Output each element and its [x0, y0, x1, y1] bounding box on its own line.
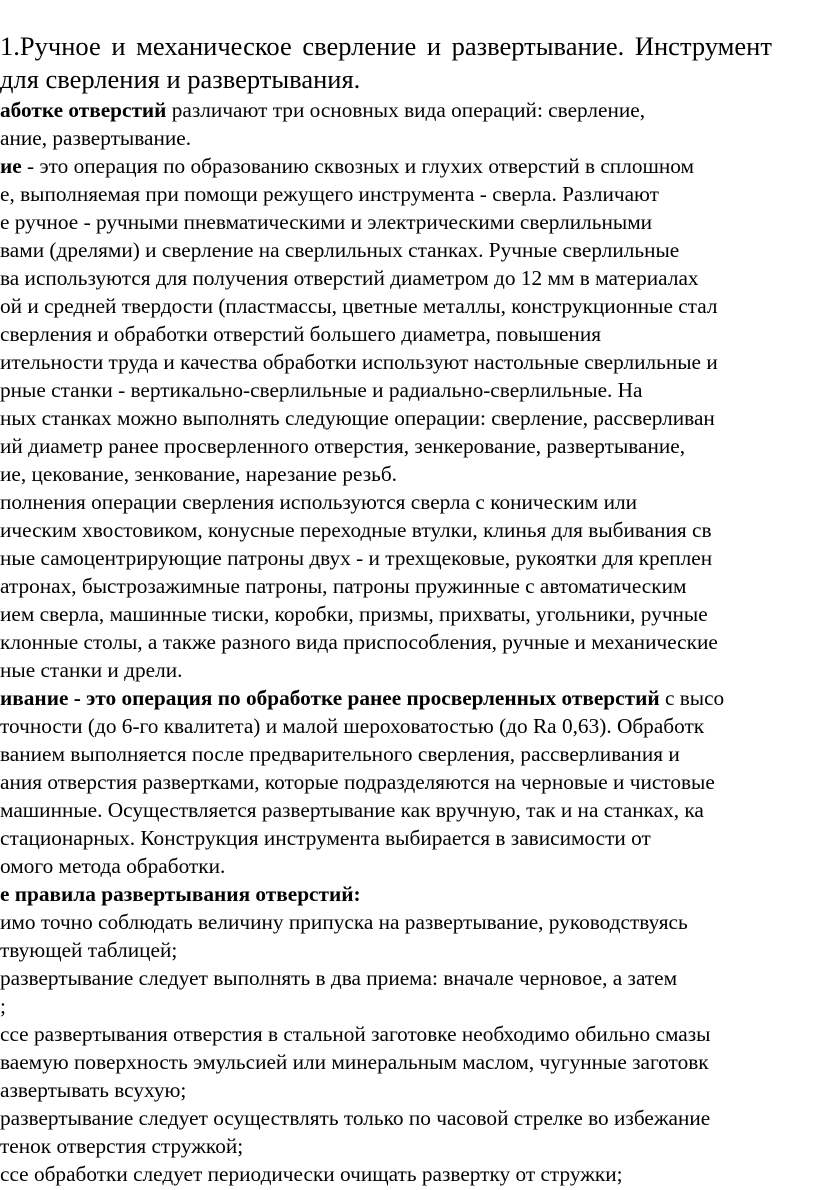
document-title-line-1: 1.Ручное и механическое сверление и развертывание. Инструмент: [0, 31, 772, 61]
drilling-line: вами (дрелями) и сверление на сверлильных станках. Ручные сверлильные: [0, 238, 680, 262]
tools-line: ическим хвостовиком, конусные переходные втулки, клинья для выбивания св: [0, 518, 712, 542]
intro-bold-term: аботке отверстий: [0, 98, 167, 122]
drilling-line: ных станках можно выполнять следующие операции: сверление, рассверливан: [0, 406, 715, 430]
reaming-line: ания отверстия развертками, которые подразделяются на черновые и чистовые: [0, 770, 715, 794]
drilling-line: ий диаметр ранее просверленного отверстия, зенкерование, развертывание,: [0, 434, 686, 458]
reaming-line: омого метода обработки.: [0, 854, 226, 878]
reaming-line-1: [0, 684, 724, 712]
rules-heading: [0, 880, 361, 908]
tools-line: полнения операции сверления используются сверла с коническим или: [0, 490, 638, 514]
tools-line: ные самоцентрирующие патроны двух - и трехщековые, рукоятки для креплен: [0, 546, 713, 570]
rules-line: ;: [0, 994, 6, 1018]
drilling-line: ие, цекование, зенкование, нарезание резьб.: [0, 462, 397, 486]
reaming-line: ванием выполняется после предварительного сверления, рассверливания и: [0, 742, 680, 766]
rules-line: развертывание следует осуществлять только по часовой стрелке во избежание: [0, 1106, 711, 1130]
drilling-bold-term: ие: [0, 154, 22, 178]
drilling-line: рные станки - вертикально-сверлильные и радиально-сверлильные. На: [0, 378, 643, 402]
tools-line: атронах, быстрозажимные патроны, патроны пружинные с автоматическим: [0, 574, 687, 598]
rules-heading-text: е правила развертывания отверстий:: [0, 882, 361, 906]
rules-line: развертывание следует выполнять в два приема: вначале черновое, а затем: [0, 966, 678, 990]
intro-line-2: ание, развертывание.: [0, 126, 192, 150]
rules-line: ваемую поверхность эмульсией или минеральным маслом, чугунные заготовк: [0, 1050, 709, 1074]
reaming-line: точности (до 6-го квалитета) и малой шероховатостью (до Ra 0,63). Обработк: [0, 714, 705, 738]
tools-line: клонные столы, а также разного вида приспособления, ручные и механические: [0, 630, 718, 654]
document-title-line-2: для сверления и развертывания.: [0, 64, 361, 94]
drilling-line: ительности труда и качества обработки используют настольные сверлильные и: [0, 350, 718, 374]
reaming-line: стационарных. Конструкция инструмента выбирается в зависимости от: [0, 826, 651, 850]
drilling-line: е ручное - ручными пневматическими и электрическими сверлильными: [0, 210, 653, 234]
tools-line: ные станки и дрели.: [0, 658, 183, 682]
drilling-line: е, выполняемая при помощи режущего инструмента - сверла. Различают: [0, 182, 659, 206]
rules-line: твующей таблицей;: [0, 938, 178, 962]
drilling-line: ой и средней твердости (пластмассы, цветные металлы, конструкционные стал: [0, 294, 718, 318]
reaming-text: с высо: [659, 686, 725, 710]
reaming-bold-definition: ивание - это операция по обработке ранее просверленных отверстий: [0, 686, 660, 710]
reaming-line: машинные. Осуществляется развертывание как вручную, так и на станках, ка: [0, 798, 704, 822]
tools-line: ием сверла, машинные тиски, коробки, призмы, прихваты, угольники, ручные: [0, 602, 708, 626]
rules-line: тенок отверстия стружкой;: [0, 1134, 244, 1158]
intro-text: различают три основных вида операций: сверление,: [166, 98, 646, 122]
drilling-line: сверления и обработки отверстий большего диаметра, повышения: [0, 322, 602, 346]
drilling-text: - это операция по образованию сквозных и глухих отверстий в сплошном: [21, 154, 694, 178]
rules-line: ссе обработки следует периодически очищать развертку от стружки;: [0, 1162, 623, 1186]
rules-line: азвертывать всухую;: [0, 1078, 187, 1102]
drilling-line: ва используются для получения отверстий диаметром до 12 мм в материалах: [0, 266, 699, 290]
rules-line: имо точно соблюдать величину припуска на развертывание, руководствуясь: [0, 910, 688, 934]
intro-line-1: [0, 96, 645, 124]
drilling-line-1: [0, 152, 694, 180]
rules-line: ссе развертывания отверстия в стальной заготовке необходимо обильно смазы: [0, 1022, 711, 1046]
